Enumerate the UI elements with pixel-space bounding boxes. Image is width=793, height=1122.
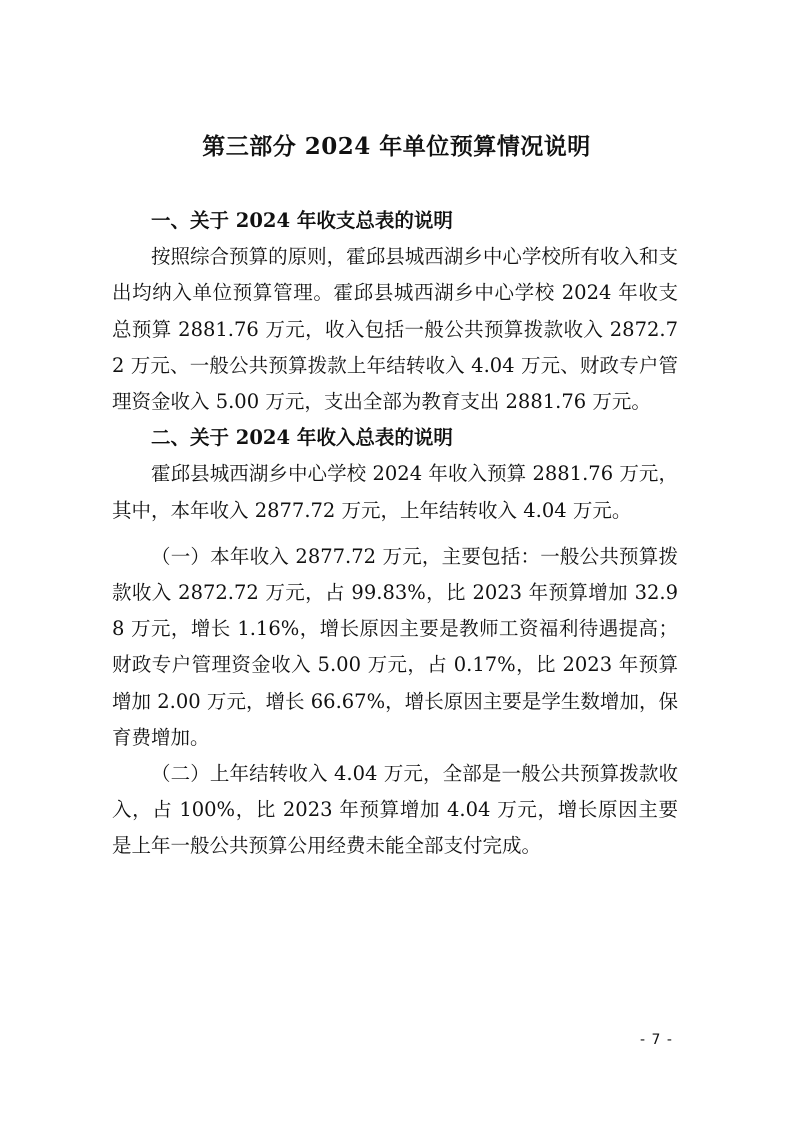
page-number: - 7 - <box>640 1032 673 1048</box>
page-title: 第三部分 2024 年单位预算情况说明 <box>202 133 591 160</box>
document-body <box>112 203 678 865</box>
paragraph-income-summary: 霍邱县城西湖乡中心学校 2024 年收入预算 2881.76 万元，其中，本年收入 2877.72 万元，上年结转收入 4.04 万元。 <box>112 462 678 522</box>
section-heading-1: 一、关于 2024 年收支总表的说明 <box>151 209 453 232</box>
section-heading-2: 二、关于 2024 年收入总表的说明 <box>151 426 453 450</box>
paragraph-current-year-income: （一）本年收入 2877.72 万元，主要包括：一般公共预算拨款收入 2872.72 万元，占 99.83%，比 2023 年预算增加 32.98 万元，增长 1.16%，增长原因主要是教师工资福利待遇提高；财政专户管理资金收入 5.00 万元，占 0.17%，比 2023 年预算增加 2.00 万元，增长 66.67%，增长原因主要是学生数增加，保育费增加。 <box>112 544 678 749</box>
paragraph-carryover-income: （二）上年结转收入 4.04 万元，全部是一般公共预算拨款收入，占 100%，比 2023 年预算增加 4.04 万元，增长原因主要是上年一般公共预算公用经费未能全部支付完成。 <box>112 762 678 858</box>
paragraph-income-expenditure-summary: 按照综合预算的原则，霍邱县城西湖乡中心学校所有收入和支出均纳入单位预算管理。霍邱县城西湖乡中心学校 2024 年收支总预算 2881.76 万元，收入包括一般公共预算拨款收入 2872.72 万元、一般公共预算拨款上年结转收入 4.04 万元、财政专户管理资金收入 5.00 万元，支出全部为教育支出 2881.76 万元。 <box>112 245 678 414</box>
